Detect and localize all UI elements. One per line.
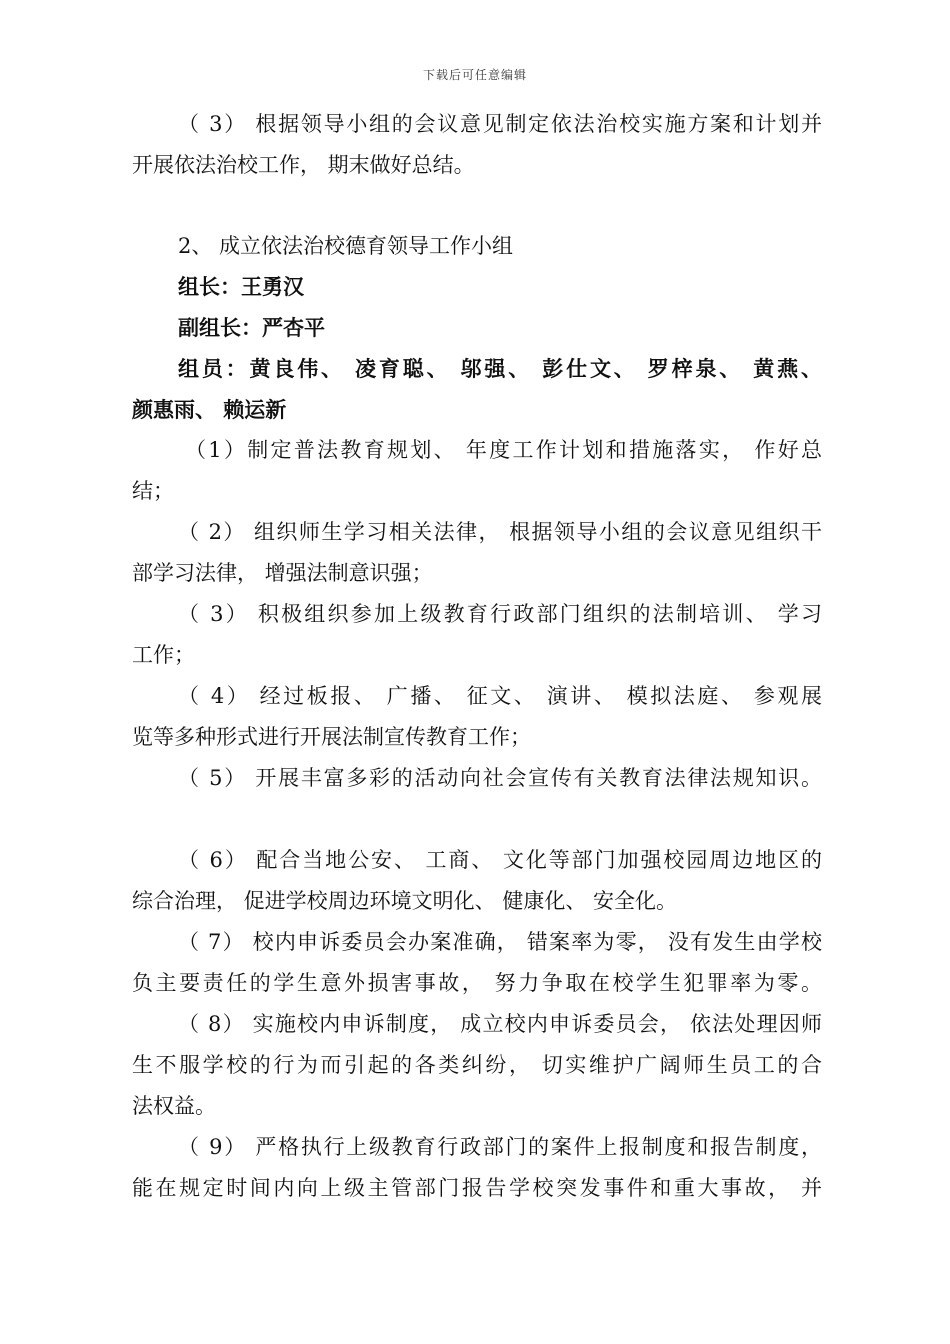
group-members-continued: 颜惠雨、 赖运新: [132, 397, 287, 422]
paragraph-line: （ 9） 严格执行上级教育行政部门的案件上报制度和报告制度，: [178, 1135, 822, 1159]
paragraph-line: （ 8） 实施校内申诉制度， 成立校内申诉委员会， 依法处理因师: [178, 1012, 822, 1036]
page-header-note: 下载后可任意编辑: [422, 68, 527, 82]
paragraph-line: （ 5） 开展丰富多彩的活动向社会宣传有关教育法律法规知识。: [178, 766, 822, 790]
paragraph-line: 工作；: [132, 643, 195, 667]
paragraph-line: （1）制定普法教育规划、 年度工作计划和措施落实， 作好总: [185, 438, 822, 462]
section-heading: 2、 成立依法治校德育领导工作小组: [178, 234, 514, 258]
paragraph-line: 览等多种形式进行开展法制宣传教育工作；: [132, 725, 531, 749]
paragraph-line: （ 2） 组织师生学习相关法律， 根据领导小组的会议意见组织干: [178, 520, 822, 544]
paragraph-line: （ 4） 经过板报、 广播、 征文、 演讲、 模拟法庭、 参观展: [178, 684, 822, 708]
paragraph-line: 生不服学校的行为而引起的各类纠纷， 切实维护广阔师生员工的合: [132, 1053, 822, 1077]
paragraph-line: （ 7） 校内申诉委员会办案准确， 错案率为零， 没有发生由学校: [178, 930, 822, 954]
paragraph-line: 综合治理， 促进学校周边环境文明化、 健康化、 安全化。: [132, 889, 678, 913]
paragraph-line: （ 6） 配合当地公安、 工商、 文化等部门加强校园周边地区的: [178, 848, 822, 872]
paragraph-line: （ 3） 积极组织参加上级教育行政部门组织的法制培训、 学习: [178, 602, 822, 626]
paragraph-line: 法权益。: [132, 1094, 216, 1118]
paragraph-line: 能在规定时间内向上级主管部门报告学校突发事件和重大事故， 并: [132, 1176, 822, 1200]
paragraph-line: 负主要责任的学生意外损害事故， 努力争取在校学生犯罪率为零。: [132, 971, 822, 995]
group-members: 组员：黄良伟、 凌育聪、 邬强、 彭仕文、 罗梓泉、 黄燕、: [178, 356, 822, 381]
group-leader: 组长：王勇汉: [178, 274, 304, 299]
paragraph-line: 结；: [132, 479, 174, 503]
paragraph-line: （ 3） 根据领导小组的会议意见制定依法治校实施方案和计划并: [178, 112, 822, 136]
paragraph-line: 部学习法律， 增强法制意识强；: [132, 561, 433, 585]
group-vice-leader: 副组长：严杏平: [178, 315, 325, 340]
paragraph-line: 开展依法治校工作， 期末做好总结。: [132, 153, 475, 177]
